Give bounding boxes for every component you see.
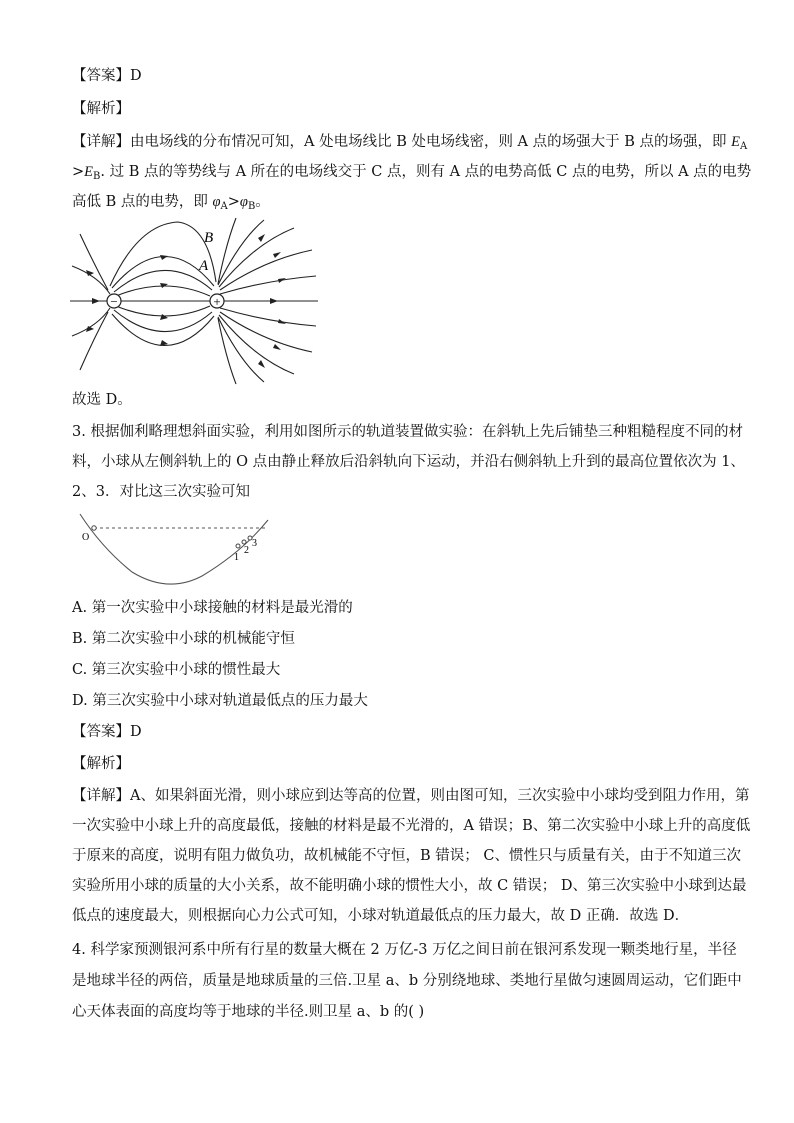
field-line [116,286,210,296]
q4-stem-line-3: 心天体表面的高度均等于地球的半径.则卫星 a、b 的( ) [72,1004,425,1020]
answer-line [72,722,142,742]
q3-detail-line-4: 实验所用小球的质量的大小关系，故不能明确小球的惯性大小，故 C 错误； D、第三次实验中小球到达最 [72,878,747,894]
subscript-b: B [93,171,101,182]
q3-detail-line-5: 低点的速度最大，则根据向心力公式可知，小球对轨道最低点的压力最大，故 D 正确．故选 D． [72,908,690,924]
option-b: B. 第二次实验中小球的机械能守恒 [72,631,295,647]
symbol-phi: φ [212,194,221,210]
field-line [80,234,108,290]
minus-sign: − [110,294,118,309]
subscript-b: B [247,201,256,212]
detail-line-3 [72,192,270,217]
field-line [220,308,316,326]
field-line [72,308,110,336]
option-c: C. 第三次实验中小球的惯性最大 [72,662,281,678]
label-1: 1 [234,552,239,563]
symbol-e: E [731,134,740,150]
q4-stem-line-2: 是地球半径的两倍，质量是地球质量的三倍.卫星 a、b 分别绕地球、类地行星做匀速圆周运动，它们距中 [72,973,742,989]
gt-sign: > [72,164,85,180]
q3-stem-line-2: 料，小球从左侧斜轨上的 O 点由静止释放后沿斜轨向下运动，并沿右侧斜轨上升到的最高位置依次为 1、 [72,454,745,470]
field-line [114,310,212,332]
detail-text-3: 高低 B 点的电势，即 [72,194,213,210]
ball-2 [242,540,246,544]
option-a: A. 第一次实验中小球接触的材料是最光滑的 [72,600,353,616]
q4-stem-line-1: 4. 科学家预测银河系中所有行星的数量大概在 2 万亿-3 万亿之间日前在银河系发现一颗类地行星，半径 [72,942,737,958]
symbol-e: E [84,164,94,180]
label-a: A [199,258,209,274]
label-2: 2 [244,545,249,556]
subscript-a: A [739,141,748,152]
q3-detail-line-3: 于原来的高度，说明有阻力做负功，故机械能不守恒，B 错误； C、惯性只与质量有关，由于不知道三次 [72,848,741,864]
q3-detail-line-1 [72,786,749,806]
label-b: B [204,230,214,246]
ball-o [92,526,96,530]
answer-tag: 【答案】 [72,724,130,740]
plus-sign: + [213,294,221,309]
detail-tag: 【详解】 [72,788,130,804]
field-line [218,218,236,284]
detail-text-2: . 过 B 点的等势线与 A 所在的电场线交于 C 点，则有 A 点的电势高低 C 点的电势，所以 A 点的电势 [100,164,752,180]
q2-conclusion: 故选 D。 [72,392,132,408]
q3-stem-line-3: 2、3．对比这三次实验可知 [72,484,250,500]
label-o: O [82,532,90,543]
field-line [114,270,212,292]
analysis-tag: 【解析】 [72,101,130,117]
field-line [220,276,316,294]
detail-text: A、如果斜面光滑，则小球应到达等高的位置，则由图可知，三次实验中小球均受到阻力作用，第 [130,788,750,804]
detail-line-2 [72,162,751,187]
answer-value: D [130,68,142,84]
option-d: D. 第三次实验中小球对轨道最低点的压力最大 [72,693,368,709]
field-line [110,222,216,286]
symbol-phi: φ [239,194,248,210]
field-line [72,266,110,294]
answer-value: D [130,724,142,740]
track-curve [80,514,268,584]
track-figure [72,508,282,588]
end-mark: 。 [255,194,270,210]
field-line [116,306,210,316]
gt-sign: > [227,194,240,210]
field-line [80,312,108,370]
answer-tag: 【答案】 [72,68,130,84]
subscript-a: A [220,201,228,212]
field-line [218,318,236,384]
analysis-tag: 【解析】 [72,756,130,772]
electric-field-figure [68,224,328,384]
answer-line [72,66,142,86]
detail-text-1: 由电场线的分布情况可知，A 处电场线比 B 处电场线密，则 A 点的场强大于 B 点的场强，即 [130,134,732,150]
label-3: 3 [252,538,257,549]
detail-tag: 【详解】 [72,134,130,150]
q3-detail-line-2: 一次实验中小球上升的高度最低，接触的材料是最不光滑的，A 错误；B、第二次实验中小球上升的高度低 [72,818,751,834]
ball-1 [236,544,240,548]
detail-line-1 [72,132,747,157]
q3-stem-line-1: 3. 根据伽利略理想斜面实验，利用如图所示的轨道装置做实验：在斜轨上先后铺垫三种粗糙程度不同的材 [72,424,743,440]
